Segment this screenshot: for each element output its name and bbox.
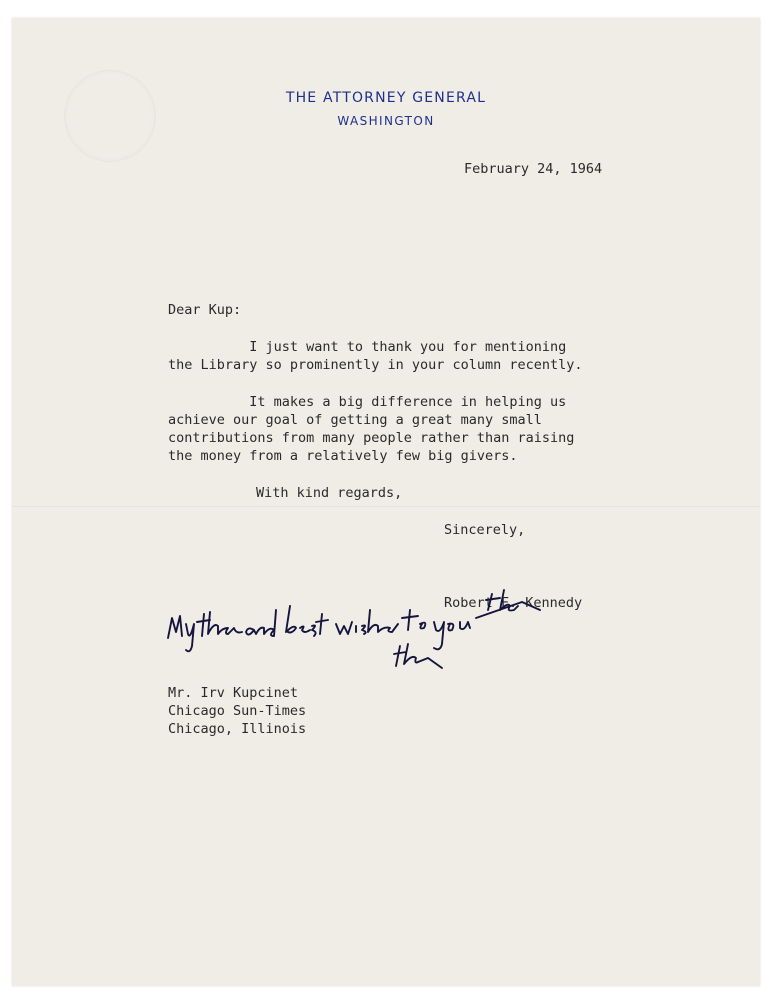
address-line: Mr. Irv Kupcinet bbox=[168, 685, 299, 701]
closing: With kind regards, bbox=[256, 485, 403, 501]
address-line: Chicago Sun-Times bbox=[168, 703, 307, 719]
paragraph-line: I just want to thank you for mentioning bbox=[168, 339, 567, 355]
paragraph-1 bbox=[168, 338, 583, 374]
paragraph-2 bbox=[168, 393, 574, 465]
letterhead-city: WASHINGTON bbox=[337, 114, 435, 128]
handwritten-note bbox=[162, 566, 622, 676]
typed-name: Robert F. Kennedy bbox=[444, 595, 583, 611]
letter-date: February 24, 1964 bbox=[464, 161, 603, 177]
paragraph-line: the Library so prominently in your column recently. bbox=[168, 357, 583, 373]
handwriting-icon bbox=[162, 566, 622, 676]
paper-fold bbox=[12, 506, 760, 507]
address-line: Chicago, Illinois bbox=[168, 721, 307, 737]
letter-sheet bbox=[12, 18, 760, 986]
recipient-address bbox=[168, 684, 306, 738]
paragraph-line: the money from a relatively few big givers. bbox=[168, 448, 518, 464]
sign-off: Sincerely, bbox=[444, 522, 526, 538]
salutation: Dear Kup: bbox=[168, 302, 242, 318]
letterhead-title: THE ATTORNEY GENERAL bbox=[285, 90, 487, 106]
paragraph-line: It makes a big difference in helping us bbox=[168, 394, 567, 410]
paragraph-line: achieve our goal of getting a great many small bbox=[168, 412, 542, 428]
paragraph-line: contributions from many people rather than raising bbox=[168, 430, 575, 446]
